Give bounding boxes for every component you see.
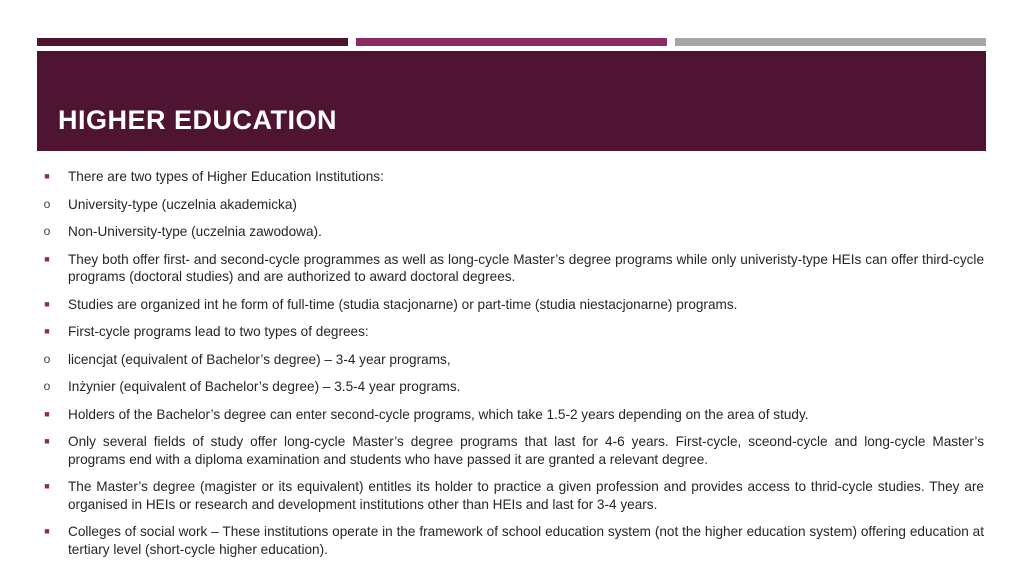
circle-bullet-icon: o [43, 351, 51, 366]
bullet-item [40, 406, 984, 424]
bullet-text: There are two types of Higher Education Institutions: [68, 169, 384, 184]
bullet-text: Holders of the Bachelor’s degree can enter second-cycle programs, which take 1.5-2 years depending on the area of study. [68, 406, 809, 422]
bullet-text: licencjat (equivalent of Bachelor’s degree) – 3-4 year programs, [68, 351, 451, 367]
bullet-text: Only several fields of study offer long-cycle Master’s degree programs that last for 4-6 years. First-cycle, sceond-cycle and long-cycle Master’s programs end with a diploma examination and students who have passed it are granted a relevant degree. [68, 434, 984, 467]
bullet-item [40, 296, 984, 314]
bullet-item [40, 223, 984, 241]
bullet-text: Inżynier (equivalent of Bachelor’s degree) – 3.5-4 year programs. [68, 379, 461, 394]
square-bullet-icon: ■ [44, 436, 50, 446]
bullet-text: The Master’s degree (magister or its equivalent) entitles its holder to practice a given profession and provides access to thrid-cycle studies. They are organised in HEIs or research and development institutions other than HEIs and last for 3-4 years. [68, 479, 984, 512]
square-bullet-icon: ■ [44, 526, 50, 536]
bullet-item [40, 351, 984, 369]
title-band [37, 51, 986, 151]
square-bullet-icon: ■ [44, 253, 50, 264]
bullet-item [40, 196, 984, 214]
bullet-item [40, 323, 984, 341]
accent-bar-dark [37, 38, 348, 46]
bullet-list [40, 168, 984, 568]
circle-bullet-icon: o [43, 379, 51, 393]
bullet-item [40, 433, 984, 468]
accent-bar-magenta [356, 38, 667, 46]
bullet-text: First-cycle programs lead to two types of degrees: [68, 324, 369, 339]
bullet-item [40, 523, 984, 558]
square-bullet-icon: ■ [44, 481, 50, 491]
bullet-item [40, 251, 984, 286]
bullet-text: University-type (uczelnia akademicka) [68, 196, 297, 212]
accent-bar-gray [675, 38, 986, 46]
square-bullet-icon: ■ [44, 298, 50, 309]
circle-bullet-icon: o [43, 196, 51, 211]
bullet-text: They both offer first- and second-cycle programmes as well as long-cycle Master’s degree programs while only univeristy-type HEIs can offer third-cycle programs (doctoral studies) and are authorized to award doctoral degrees. [68, 251, 984, 284]
bullet-item [40, 378, 984, 396]
square-bullet-icon: ■ [44, 326, 50, 336]
square-bullet-icon: ■ [44, 408, 50, 419]
bullet-item [40, 168, 984, 186]
bullet-text: Non-University-type (uczelnia zawodowa). [68, 224, 322, 239]
bullet-text: Studies are organized int he form of full-time (studia stacjonarne) or part-time (studia niestacjonarne) programs. [68, 296, 738, 312]
square-bullet-icon: ■ [44, 171, 50, 181]
slide-title: HIGHER EDUCATION [58, 105, 338, 135]
circle-bullet-icon: o [43, 224, 51, 238]
bullet-text: Colleges of social work – These institutions operate in the framework of school education system (not the higher education system) offering education at tertiary level (short-cycle higher education). [68, 524, 984, 557]
bullet-item [40, 478, 984, 513]
